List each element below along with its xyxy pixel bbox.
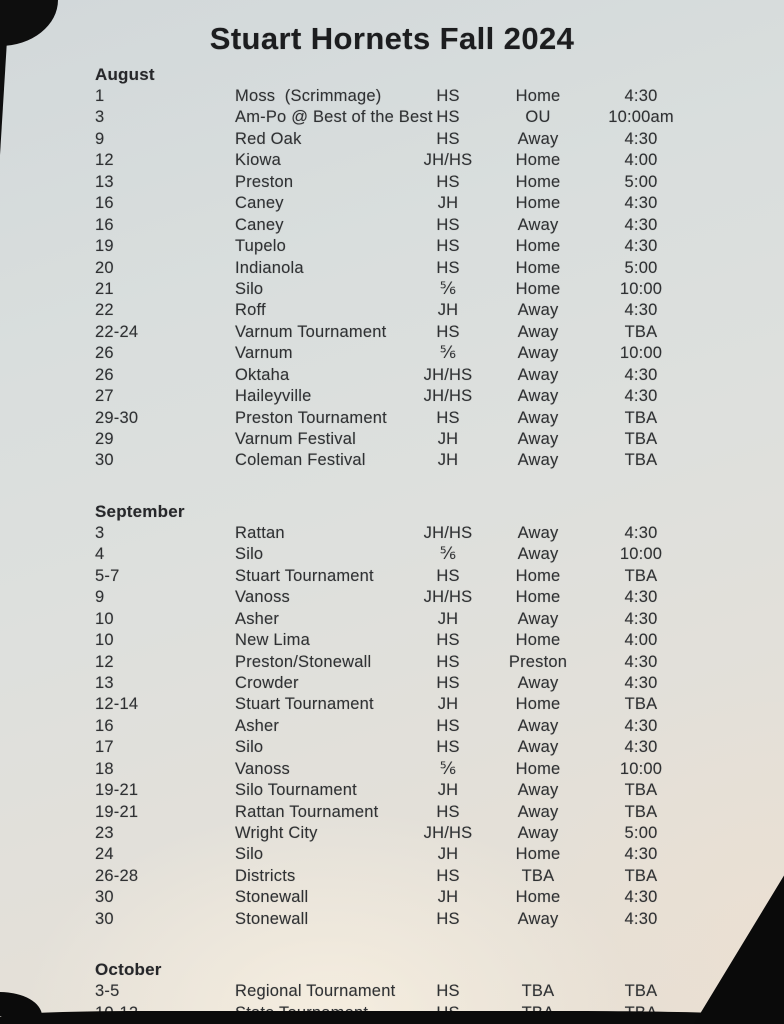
schedule-row <box>95 652 784 673</box>
schedule-row <box>95 609 784 630</box>
cell-location: Home <box>515 87 561 105</box>
cell-date: 18 <box>95 759 114 778</box>
cell-location: Away <box>517 523 559 542</box>
cell-location: Away <box>517 738 559 757</box>
cell-opponent: Roff <box>235 301 266 320</box>
cell-level: HS <box>436 237 460 256</box>
schedule-row <box>95 673 784 694</box>
cell-time: 4:30 <box>624 387 658 406</box>
cell-location: Home <box>515 279 561 298</box>
cell-location: Away <box>517 387 559 406</box>
cell-location: Home <box>515 151 561 170</box>
cell-level: HS <box>436 129 460 148</box>
cell-time: 4:30 <box>624 845 658 864</box>
cell-level: JH <box>437 301 459 320</box>
cell-opponent: New Lima <box>235 631 310 650</box>
cell-level: HS <box>436 258 460 277</box>
cell-opponent: Rattan <box>235 523 285 542</box>
cell-location: Home <box>515 172 561 191</box>
cell-date: 13 <box>95 673 114 692</box>
schedule-row <box>95 258 784 279</box>
cell-level: JH <box>437 781 459 800</box>
cell-level: HS <box>436 87 460 105</box>
cell-time: TBA <box>624 408 658 427</box>
cell-level: JH <box>437 695 459 714</box>
cell-location: TBA <box>521 866 555 885</box>
schedule-row <box>95 107 784 128</box>
cell-level: JH/HS <box>423 151 473 170</box>
cell-level: JH/HS <box>423 824 473 842</box>
cell-level: HS <box>436 631 460 650</box>
schedule-row <box>95 322 784 343</box>
cell-time: 10:00 <box>619 279 663 298</box>
cell-level: HS <box>436 673 460 692</box>
cell-opponent: Varnum Tournament <box>235 322 387 341</box>
cell-time: TBA <box>624 802 658 821</box>
photo-dark-edge-bottom <box>0 1011 784 1024</box>
schedule-table <box>0 64 784 1024</box>
cell-time: 4:30 <box>624 129 658 148</box>
cell-date: 26 <box>95 365 114 384</box>
cell-time: 4:30 <box>624 652 658 671</box>
cell-opponent: Stuart Tournament <box>235 695 374 714</box>
cell-opponent: Stonewall <box>235 888 309 907</box>
cell-date: 19-21 <box>95 781 139 800</box>
cell-date: 23 <box>95 824 114 842</box>
schedule-row <box>95 887 784 908</box>
cell-time: TBA <box>624 982 658 1001</box>
cell-level: JH <box>437 888 459 907</box>
cell-opponent: Regional Tournament <box>235 982 396 1001</box>
cell-time: TBA <box>624 322 658 341</box>
schedule-row <box>95 86 784 107</box>
cell-level: HS <box>436 652 460 671</box>
month-section <box>95 64 784 472</box>
cell-location: Home <box>515 194 561 213</box>
cell-location: Away <box>517 802 559 821</box>
schedule-row <box>95 909 784 930</box>
schedule-row <box>95 823 784 844</box>
cell-level: ⅚ <box>439 545 457 564</box>
cell-time: 4:30 <box>624 609 658 628</box>
schedule-row <box>95 802 784 823</box>
cell-location: Away <box>517 781 559 800</box>
schedule-row <box>95 587 784 608</box>
cell-location: Home <box>515 888 561 907</box>
cell-time: 5:00 <box>624 824 658 842</box>
cell-level: JH/HS <box>423 387 473 406</box>
cell-location: Away <box>517 716 559 735</box>
month-section <box>95 501 784 930</box>
cell-location: Away <box>517 365 559 384</box>
schedule-row <box>95 429 784 450</box>
cell-time: TBA <box>624 566 658 585</box>
cell-date: 13 <box>95 172 114 191</box>
cell-time: 10:00 <box>619 344 663 363</box>
cell-opponent: Preston/Stonewall <box>235 652 372 671</box>
cell-date: 3 <box>95 523 105 542</box>
cell-date: 30 <box>95 909 114 928</box>
cell-opponent: Silo <box>235 845 264 864</box>
cell-date: 3 <box>95 108 105 127</box>
schedule-row <box>95 193 784 214</box>
cell-time: 4:30 <box>624 738 658 757</box>
cell-opponent: Kiowa <box>235 151 281 170</box>
cell-date: 20 <box>95 258 114 277</box>
schedule-row <box>95 716 784 737</box>
cell-date: 3-5 <box>95 982 120 1001</box>
cell-opponent: Districts <box>235 866 296 885</box>
cell-level: JH <box>437 451 459 470</box>
cell-opponent: Silo <box>235 545 264 564</box>
schedule-row <box>95 981 784 1002</box>
cell-time: 4:30 <box>624 301 658 320</box>
schedule-row <box>95 343 784 364</box>
cell-level: HS <box>436 108 460 127</box>
month-header: September <box>95 501 185 521</box>
cell-date: 4 <box>95 545 105 564</box>
cell-time: TBA <box>624 695 658 714</box>
cell-time: 5:00 <box>624 172 658 191</box>
cell-date: 10 <box>95 609 114 628</box>
cell-opponent: Caney <box>235 215 284 234</box>
schedule-row <box>95 630 784 651</box>
cell-time: 4:30 <box>624 194 658 213</box>
cell-level: HS <box>436 172 460 191</box>
cell-time: 4:30 <box>624 237 658 256</box>
cell-opponent: Am-Po @ Best of the Best <box>235 108 433 127</box>
cell-date: 30 <box>95 888 114 907</box>
cell-time: 4:00 <box>624 151 658 170</box>
cell-level: HS <box>436 566 460 585</box>
cell-date: 26 <box>95 344 114 363</box>
cell-level: HS <box>436 215 460 234</box>
cell-location: Away <box>517 673 559 692</box>
schedule-row <box>95 759 784 780</box>
cell-location: Away <box>517 301 559 320</box>
cell-time: TBA <box>624 430 658 448</box>
cell-opponent: Vanoss <box>235 588 291 607</box>
schedule-row <box>95 215 784 236</box>
cell-level: JH/HS <box>423 523 473 542</box>
cell-time: 4:30 <box>624 716 658 735</box>
cell-time: 4:30 <box>624 215 658 234</box>
cell-level: JH <box>437 194 459 213</box>
schedule-row <box>95 866 784 887</box>
cell-date: 21 <box>95 279 114 298</box>
cell-date: 12 <box>95 652 114 671</box>
cell-date: 9 <box>95 129 105 148</box>
cell-time: 5:00 <box>624 258 658 277</box>
cell-date: 16 <box>95 716 114 735</box>
cell-location: Home <box>515 566 561 585</box>
cell-level: HS <box>436 408 460 427</box>
schedule-row <box>95 780 784 801</box>
cell-opponent: Stuart Tournament <box>235 566 374 585</box>
cell-time: TBA <box>624 451 658 470</box>
cell-opponent: Vanoss <box>235 759 291 778</box>
cell-date: 29-30 <box>95 408 139 427</box>
month-header: August <box>95 65 155 84</box>
cell-level: ⅚ <box>439 279 457 298</box>
cell-date: 9 <box>95 588 105 607</box>
cell-opponent: Stonewall <box>235 909 309 928</box>
cell-level: JH <box>437 845 459 864</box>
cell-time: 4:30 <box>624 365 658 384</box>
cell-date: 26-28 <box>95 866 139 885</box>
cell-date: 10 <box>95 631 114 650</box>
cell-level: HS <box>436 909 460 928</box>
cell-date: 19-21 <box>95 802 139 821</box>
cell-opponent: Silo <box>235 738 264 757</box>
schedule-row <box>95 300 784 321</box>
cell-location: Home <box>515 588 561 607</box>
cell-time: 10:00 <box>619 545 663 564</box>
cell-opponent: Caney <box>235 194 284 213</box>
cell-date: 22-24 <box>95 322 139 341</box>
cell-date: 30 <box>95 451 114 470</box>
cell-opponent: Red Oak <box>235 129 302 148</box>
cell-time: 10:00am <box>608 108 674 127</box>
cell-location: Away <box>517 215 559 234</box>
cell-opponent: Coleman Festival <box>235 451 366 470</box>
cell-location: Away <box>517 609 559 628</box>
cell-level: HS <box>436 738 460 757</box>
cell-level: HS <box>436 322 460 341</box>
cell-location: Home <box>515 237 561 256</box>
cell-time: 4:30 <box>624 673 658 692</box>
cell-location: Away <box>517 344 559 363</box>
cell-location: Away <box>517 322 559 341</box>
cell-time: TBA <box>624 866 658 885</box>
cell-location: TBA <box>521 982 555 1001</box>
cell-location: Away <box>517 545 559 564</box>
cell-date: 27 <box>95 387 114 406</box>
cell-time: 4:30 <box>624 87 658 105</box>
cell-date: 16 <box>95 194 114 213</box>
cell-location: Away <box>517 129 559 148</box>
cell-date: 17 <box>95 738 114 757</box>
page-title: Stuart Hornets Fall 2024 <box>209 21 575 56</box>
cell-opponent: Rattan Tournament <box>235 802 379 821</box>
schedule-row <box>95 172 784 193</box>
schedule-row <box>95 129 784 150</box>
cell-opponent: Preston <box>235 172 294 191</box>
cell-opponent: Varnum Festival <box>235 430 356 448</box>
cell-opponent: Wright City <box>235 824 318 842</box>
cell-location: OU <box>525 108 551 127</box>
cell-date: 1 <box>95 87 105 105</box>
cell-opponent: Crowder <box>235 673 299 692</box>
cell-level: JH <box>437 430 459 448</box>
cell-level: JH/HS <box>423 365 473 384</box>
cell-level: HS <box>436 982 460 1001</box>
cell-location: Away <box>517 824 559 842</box>
cell-time: 4:30 <box>624 888 658 907</box>
cell-location: Preston <box>508 652 568 671</box>
schedule-row <box>95 737 784 758</box>
cell-level: HS <box>436 802 460 821</box>
cell-level: ⅚ <box>439 344 457 363</box>
cell-opponent: Varnum <box>235 344 293 363</box>
cell-opponent: Asher <box>235 716 280 735</box>
cell-level: HS <box>436 866 460 885</box>
schedule-row <box>95 408 784 429</box>
cell-time: TBA <box>624 781 658 800</box>
cell-date: 22 <box>95 301 114 320</box>
schedule-row <box>95 150 784 171</box>
cell-opponent: Haileyville <box>235 387 312 406</box>
cell-location: Home <box>515 695 561 714</box>
cell-date: 5-7 <box>95 566 120 585</box>
schedule-row <box>95 386 784 407</box>
cell-location: Home <box>515 845 561 864</box>
cell-time: 4:30 <box>624 909 658 928</box>
cell-location: Away <box>517 408 559 427</box>
cell-time: 10:00 <box>619 759 663 778</box>
schedule-row <box>95 523 784 544</box>
schedule-row <box>95 450 784 471</box>
cell-opponent: Asher <box>235 609 280 628</box>
schedule-row <box>95 279 784 300</box>
cell-date: 12-14 <box>95 695 139 714</box>
cell-opponent: Preston Tournament <box>235 408 387 427</box>
cell-date: 24 <box>95 845 114 864</box>
cell-level: JH/HS <box>423 588 473 607</box>
schedule-row <box>95 844 784 865</box>
month-header: October <box>95 960 162 980</box>
cell-level: JH <box>437 609 459 628</box>
cell-location: Away <box>517 451 559 470</box>
cell-opponent: Indianola <box>235 258 304 277</box>
cell-date: 16 <box>95 215 114 234</box>
cell-location: Away <box>517 430 559 448</box>
cell-opponent: Silo Tournament <box>235 781 357 800</box>
cell-opponent: Oktaha <box>235 365 290 384</box>
cell-location: Home <box>515 258 561 277</box>
cell-opponent: Silo <box>235 279 264 298</box>
cell-time: 4:30 <box>624 588 658 607</box>
cell-location: Home <box>515 759 561 778</box>
schedule-row <box>95 544 784 565</box>
cell-date: 12 <box>95 151 114 170</box>
cell-time: 4:00 <box>624 631 658 650</box>
cell-location: Away <box>517 909 559 928</box>
cell-date: 29 <box>95 430 114 448</box>
schedule-row <box>95 236 784 257</box>
cell-opponent: Moss (Scrimmage) <box>235 87 382 105</box>
cell-level: ⅚ <box>439 759 457 778</box>
cell-opponent: Tupelo <box>235 237 287 256</box>
cell-level: HS <box>436 716 460 735</box>
schedule-row <box>95 694 784 715</box>
cell-time: 4:30 <box>624 523 658 542</box>
schedule-row <box>95 365 784 386</box>
cell-date: 19 <box>95 237 114 256</box>
cell-location: Home <box>515 631 561 650</box>
schedule-row <box>95 566 784 587</box>
